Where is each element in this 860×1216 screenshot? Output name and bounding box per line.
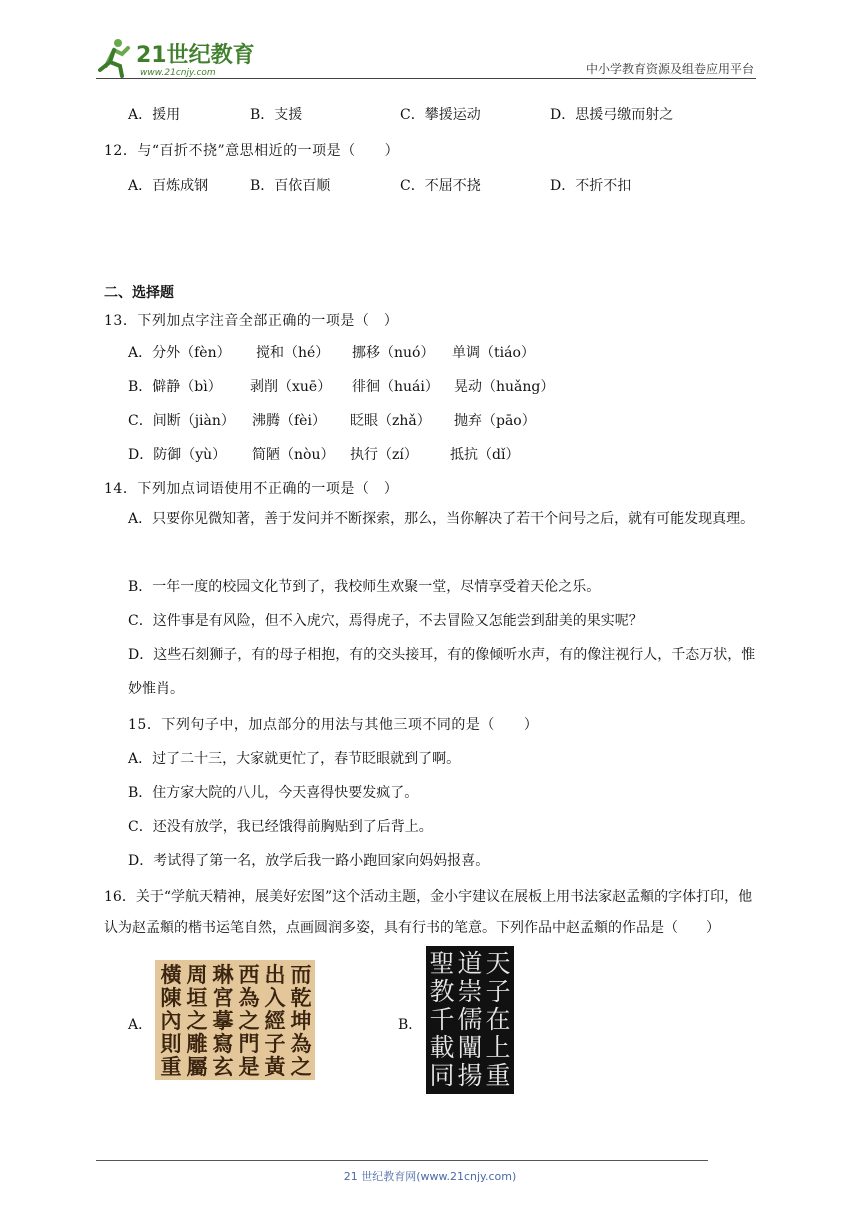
calligraphy-a-char: 則 bbox=[160, 1031, 182, 1056]
calligraphy-a-char: 屬 bbox=[186, 1054, 208, 1079]
calligraphy-a-char: 入 bbox=[264, 985, 286, 1010]
q13-option-d-item-3: 执行（zí） bbox=[350, 447, 418, 463]
q11-option-a[interactable]: A．援用 bbox=[128, 107, 181, 123]
calligraphy-b-char: 教 bbox=[429, 977, 455, 1006]
q12-option-d[interactable]: D．不折不扣 bbox=[550, 178, 632, 194]
q16-stem: 16．关于“学航天精神，展美好宏图”这个活动主题，金小宇建议在展板上用书法家赵孟頫的字体打印，他认为赵孟頫的楷书运笔自然，点画圆润多姿，具有行书的笔意。下列作品中赵孟頫的作品是（ ） bbox=[104, 889, 753, 936]
calligraphy-b-char: 儒 bbox=[457, 1005, 483, 1034]
calligraphy-a-char: 之 bbox=[238, 1008, 260, 1033]
calligraphy-a-char: 乾 bbox=[290, 985, 312, 1010]
calligraphy-a-char: 是 bbox=[238, 1054, 260, 1079]
header-divider bbox=[96, 78, 756, 79]
calligraphy-b-char: 聖 bbox=[429, 949, 455, 978]
calligraphy-image-b[interactable] bbox=[426, 946, 514, 1094]
q13-option-b-item-4: 晃动（huǎng） bbox=[454, 379, 555, 395]
calligraphy-image-a[interactable] bbox=[155, 960, 315, 1080]
q15-option-a[interactable]: A．过了二十三，大家就更忙了，春节眨眼就到了啊。 bbox=[128, 751, 461, 767]
footer-text[interactable]: 21 世纪教育网(www.21cnjy.com) bbox=[343, 1170, 517, 1183]
calligraphy-a-char: 西 bbox=[238, 962, 260, 987]
calligraphy-a-char: 之 bbox=[290, 1054, 312, 1079]
q13-option-c-item-4: 抛弃（pāo） bbox=[454, 413, 536, 429]
calligraphy-b-char: 同 bbox=[429, 1061, 455, 1090]
site-logo bbox=[96, 36, 266, 80]
calligraphy-a-char: 垣 bbox=[186, 985, 208, 1010]
logo-text: 21世纪教育 bbox=[136, 43, 255, 68]
calligraphy-a-char: 宮 bbox=[212, 985, 234, 1010]
calligraphy-a-char: 周 bbox=[186, 962, 208, 987]
calligraphy-a-char: 琳 bbox=[212, 962, 234, 987]
q15-option-c[interactable]: C．还没有放学，我已经饿得前胸贴到了后背上。 bbox=[128, 819, 433, 835]
q13-option-a-item-3: 挪移（nuó） bbox=[352, 345, 435, 361]
calligraphy-b-char: 道 bbox=[457, 949, 483, 978]
calligraphy-b-char: 在 bbox=[485, 1005, 511, 1034]
site-tagline: 中小学教育资源及组卷应用平台 bbox=[585, 62, 754, 76]
q13-option-a[interactable]: A．分外（fèn） bbox=[128, 345, 231, 361]
calligraphy-b-char: 載 bbox=[429, 1033, 455, 1062]
q12-option-b[interactable]: B．百依百顺 bbox=[250, 178, 331, 194]
runner-icon bbox=[100, 39, 128, 76]
q11-option-b[interactable]: B．支援 bbox=[250, 107, 303, 123]
q14-option-a[interactable]: A．只要你见微知著，善于发问并不断探索，那么，当你解决了若干个问号之后，就有可能发现真理。 bbox=[128, 511, 755, 527]
q12-option-a[interactable]: A．百炼成钢 bbox=[128, 178, 209, 194]
calligraphy-a-char: 雕 bbox=[186, 1031, 208, 1056]
calligraphy-b-char: 闡 bbox=[457, 1033, 483, 1062]
calligraphy-b-char: 崇 bbox=[457, 977, 483, 1006]
calligraphy-a-char: 門 bbox=[238, 1031, 260, 1056]
calligraphy-b-char: 上 bbox=[485, 1033, 511, 1062]
calligraphy-a-char: 橫 bbox=[160, 962, 182, 987]
q15-option-d[interactable]: D．考试得了第一名，放学后我一路小跑回家向妈妈报喜。 bbox=[128, 853, 490, 869]
calligraphy-a-char: 內 bbox=[160, 1008, 182, 1033]
q13-option-c-item-2: 沸腾（fèi） bbox=[252, 413, 326, 429]
calligraphy-b-char: 子 bbox=[485, 977, 511, 1006]
q13-option-b-item-3: 徘徊（huái） bbox=[352, 379, 439, 395]
q14-option-c[interactable]: C．这件事是有风险，但不入虎穴，焉得虎子，不去冒险又怎能尝到甜美的果实呢？ bbox=[128, 613, 643, 629]
calligraphy-a-char: 經 bbox=[264, 1008, 286, 1033]
calligraphy-a-char: 為 bbox=[290, 1031, 312, 1056]
calligraphy-a-char: 陳 bbox=[160, 985, 182, 1010]
q13-option-d[interactable]: D．防御（yù） bbox=[128, 447, 227, 463]
calligraphy-a-char: 子 bbox=[264, 1031, 286, 1056]
calligraphy-a-char: 坤 bbox=[290, 1008, 312, 1033]
calligraphy-a-char: 而 bbox=[290, 962, 312, 987]
q13-option-a-item-2: 搅和（hé） bbox=[256, 345, 330, 361]
footer-divider bbox=[96, 1160, 708, 1161]
calligraphy-a-char: 寫 bbox=[212, 1031, 234, 1056]
q15-option-b[interactable]: B．住方家大院的八儿，今天喜得快要发疯了。 bbox=[128, 785, 419, 801]
logo-url-text: www.21cnjy.com bbox=[140, 68, 216, 78]
calligraphy-b-char: 千 bbox=[429, 1005, 455, 1034]
q13-option-b-item-2: 剥削（xuē） bbox=[250, 379, 332, 395]
q13-option-b[interactable]: B．僻静（bì） bbox=[128, 379, 222, 395]
calligraphy-a-char: 出 bbox=[264, 962, 286, 987]
q14-stem: 14．下列加点词语使用不正确的一项是（ ） bbox=[104, 481, 399, 497]
calligraphy-a-char: 摹 bbox=[212, 1008, 234, 1033]
q13-option-d-item-4: 抵抗（dǐ） bbox=[450, 447, 520, 463]
q13-option-c-item-3: 眨眼（zhǎ） bbox=[350, 413, 431, 429]
calligraphy-a-char: 玄 bbox=[212, 1054, 234, 1079]
q12-stem: 12．与“百折不挠”意思相近的一项是（ ） bbox=[104, 143, 400, 159]
section-title: 二、选择题 bbox=[104, 285, 174, 301]
q14-option-b[interactable]: B．一年一度的校园文化节到了，我校师生欢聚一堂，尽情享受着天伦之乐。 bbox=[128, 579, 601, 595]
q13-option-a-item-4: 单调（tiáo） bbox=[452, 345, 535, 361]
calligraphy-a-char: 重 bbox=[160, 1054, 182, 1079]
calligraphy-b-char: 重 bbox=[485, 1061, 511, 1090]
q14-option-d[interactable]: D．这些石刻狮子，有的母子相抱，有的交头接耳，有的像倾听水声，有的像注视行人，千态万状，惟妙惟肖。 bbox=[128, 647, 756, 697]
calligraphy-b-char: 天 bbox=[485, 949, 511, 978]
q12-option-c[interactable]: C．不屈不挠 bbox=[400, 178, 481, 194]
calligraphy-a-char: 之 bbox=[186, 1008, 208, 1033]
q13-option-c[interactable]: C．间断（jiàn） bbox=[128, 413, 235, 429]
q11-option-d[interactable]: D．思援弓缴而射之 bbox=[550, 107, 674, 123]
calligraphy-a-char: 黃 bbox=[264, 1054, 286, 1079]
q11-option-c[interactable]: C．攀援运动 bbox=[400, 107, 481, 123]
q16-option-b[interactable]: B． bbox=[398, 1017, 423, 1033]
calligraphy-a-char: 為 bbox=[238, 985, 260, 1010]
q15-stem: 15．下列句子中，加点部分的用法与其他三项不同的是（ ） bbox=[128, 717, 539, 733]
calligraphy-b-char: 揚 bbox=[457, 1061, 483, 1090]
q13-option-d-item-2: 简陋（nòu） bbox=[252, 447, 335, 463]
q16-option-a[interactable]: A． bbox=[128, 1017, 153, 1033]
q13-stem: 13．下列加点字注音全部正确的一项是（ ） bbox=[104, 313, 399, 329]
